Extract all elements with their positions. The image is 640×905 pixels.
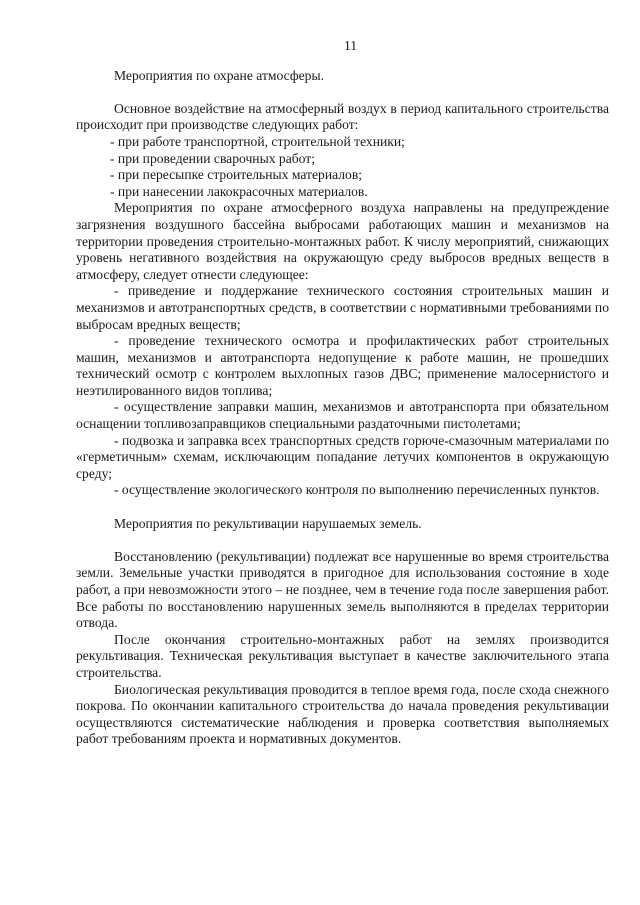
paragraph-reclamation: После окончания строительно-монтажных работ на землях производится рекультивация. Техническая рекультивация выступает в качестве заключительного этапа строительства. [76, 631, 609, 680]
paragraph-intro: Основное воздействие на атмосферный воздух в период капитального строительства происходит при производстве следующих работ: [76, 100, 609, 133]
list-item-work: - при пересыпке строительных материалов; [110, 167, 363, 183]
list-item-work: - при нанесении лакокрасочных материалов. [110, 183, 368, 199]
list-item-measure: - приведение и поддержание технического состояния строительных машин и механизмов и автотранспортных средств, в соответствии с нормативными требованиями по выбросам вредных веществ; [76, 283, 609, 332]
section-heading-atmosphere: Мероприятия по охране атмосферы. [114, 67, 324, 83]
paragraph-reclamation: Восстановлению (рекультивации) подлежат все нарушенные во время строительства земли. Земельные участки приводятся в пригодное для использования состояние в ходе работ, а при невозможности этого – не позднее, чем в течение года после завершения работ. Все работы по восстановлению нарушенных земель выполняются в пределах территории отвода. [76, 548, 609, 631]
paragraph-measures-intro: Мероприятия по охране атмосферного воздуха направлены на предупреждение загрязнения воздушного бассейна выбросами работающих машин и механизмов на территории проведения строительно-монтажных работ. К числу мероприятий, снижающих уровень негативного воздействия на окружающую среду выбросов вредных веществ в атмосферу, следует отнести следующее: [76, 200, 609, 282]
document-page [76, 38, 609, 748]
list-item-work: - при проведении сварочных работ; [110, 150, 315, 166]
spacer [76, 532, 609, 549]
spacer [76, 84, 609, 101]
list-item-measure: - осуществление заправки машин, механизмов и автотранспорта при обязательном оснащении топливозаправщиков специальными раздаточными пистолетами; [76, 399, 609, 432]
page-number: 11 [343, 38, 358, 53]
list-item-work: - при работе транспортной, строительной техники; [110, 133, 405, 149]
spacer [76, 499, 609, 516]
list-item-measure: - проведение технического осмотра и профилактических работ строительных машин, механизмов и автотранспорта недопущение к работе машин, не прошедших технический осмотр с контролем выхлопных газов ДВС; применение малосернистого и неэтилированного видов топлива; [76, 333, 609, 398]
section-heading-land-reclamation: Мероприятия по рекультивации нарушаемых земель. [114, 515, 422, 531]
list-item-measure: - осуществление экологического контроля по выполнению перечисленных пунктов. [114, 482, 600, 498]
paragraph-reclamation: Биологическая рекультивация проводится в теплое время года, после схода снежного покрова. По окончании капитального строительства до начала проведения рекультивации осуществляются систематические наблюдения и проверка соответствия выполняемых работ требованиям проекта и нормативных документов. [76, 681, 609, 747]
list-item-measure: - подвозка и заправка всех транспортных средств горюче-смазочным материалами по «герметичным» схемам, исключающим попадание летучих компонентов в окружающую среду; [76, 432, 609, 481]
